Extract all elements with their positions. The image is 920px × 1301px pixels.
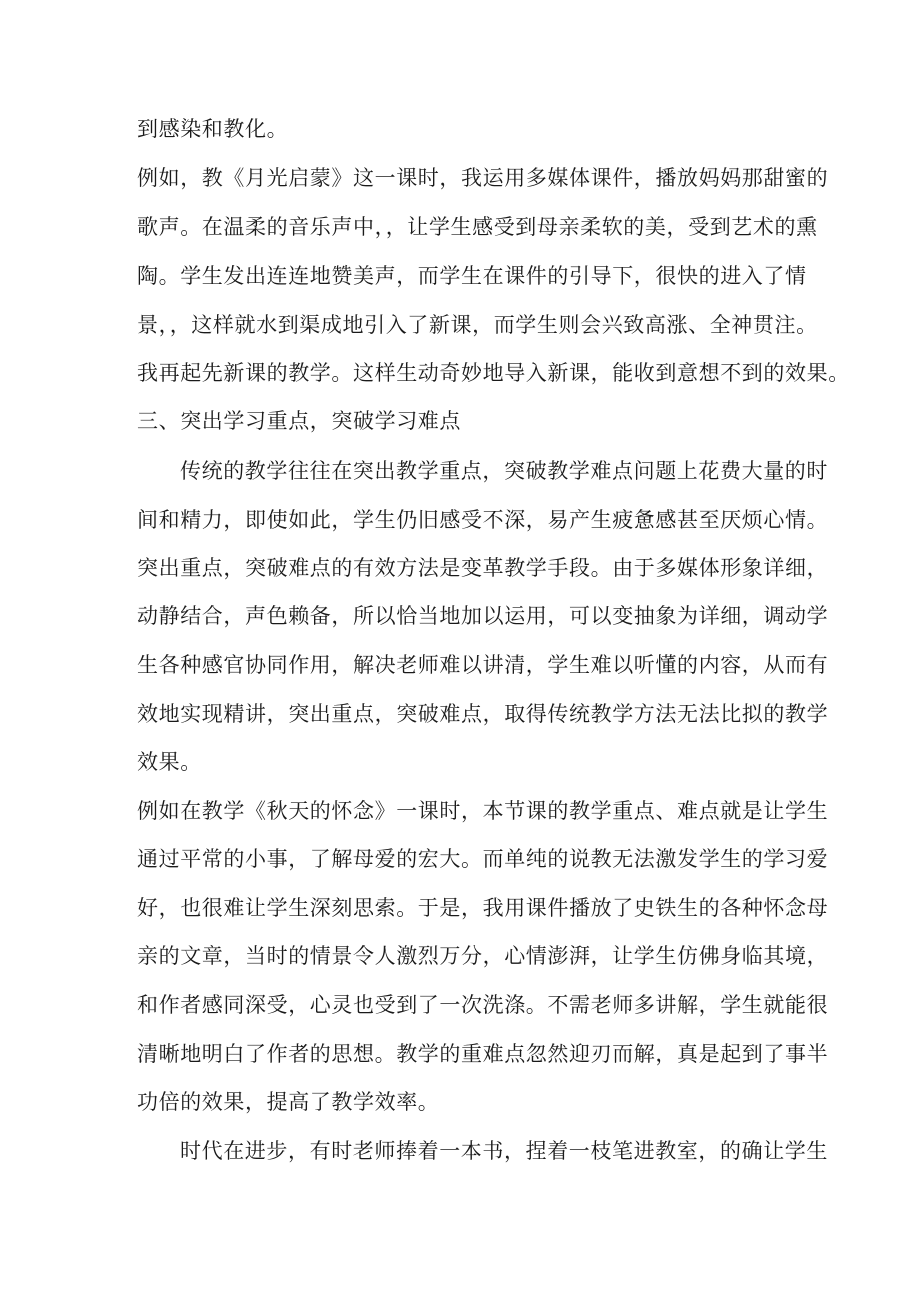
text-line: 和作者感同深受，心灵也受到了一次洗涤。不需老师多讲解，学生就能很 (137, 993, 829, 1017)
text-line: 传统的教学往往在突出教学重点，突破教学难点问题上花费大量的时 (180, 459, 828, 483)
text-line: 通过平常的小事，了解母爱的宏大。而单纯的说教无法激发学生的学习爱 (137, 847, 829, 871)
text-line: 例如在教学《秋天的怀念》一课时，本节课的教学重点、难点就是让学生 (137, 799, 829, 823)
text-line: 陶。学生发出连连地赞美声，而学生在课件的引导下，很快的进入了情 (137, 264, 807, 288)
text-line: 清晰地明白了作者的思想。教学的重难点忽然迎刃而解，真是起到了事半 (137, 1042, 829, 1066)
text-line: 突出重点，突破难点的有效方法是变革教学手段。由于多媒体形象详细， (137, 556, 829, 580)
text-line: 我再起先新课的教学。这样生动奇妙地导入新课，能收到意想不到的效果。 (137, 361, 850, 385)
text-line: 生各种感官协同作用，解决老师难以讲清，学生难以听懂的内容，从而有 (137, 653, 829, 677)
text-line: 时代在进步，有时老师捧着一本书，捏着一枝笔进教室，的确让学生 (180, 1139, 828, 1163)
text-line: 效果。 (137, 750, 202, 774)
text-line: 到感染和教化。 (137, 117, 289, 141)
text-line: 景，，这样就水到渠成地引入了新课，而学生则会兴致高涨、全神贯注。 (137, 313, 818, 337)
text-line: 亲的文章，当时的情景令人激烈万分，心情澎湃，让学生仿佛身临其境， (137, 944, 829, 968)
text-line: 好，也很难让学生深刻思索。于是，我用课件播放了史铁生的各种怀念母 (137, 896, 829, 920)
section-heading: 三、突出学习重点，突破学习难点 (137, 409, 461, 433)
text-line: 动静结合，声色赖备，所以恰当地加以运用，可以变抽象为详细，调动学 (137, 604, 829, 628)
text-line: 歌声。在温柔的音乐声中，，让学生感受到母亲柔软的美，受到艺术的熏 (137, 215, 818, 239)
text-line: 效地实现精讲，突出重点，突破难点，取得传统教学方法无法比拟的教学 (137, 702, 829, 726)
text-line: 间和精力，即使如此，学生仍旧感受不深，易产生疲惫感甚至厌烦心情。 (137, 508, 829, 532)
text-line: 例如，教《月光启蒙》这一课时，我运用多媒体课件，播放妈妈那甜蜜的 (137, 166, 829, 190)
text-line: 功倍的效果，提高了教学效率。 (137, 1090, 440, 1114)
